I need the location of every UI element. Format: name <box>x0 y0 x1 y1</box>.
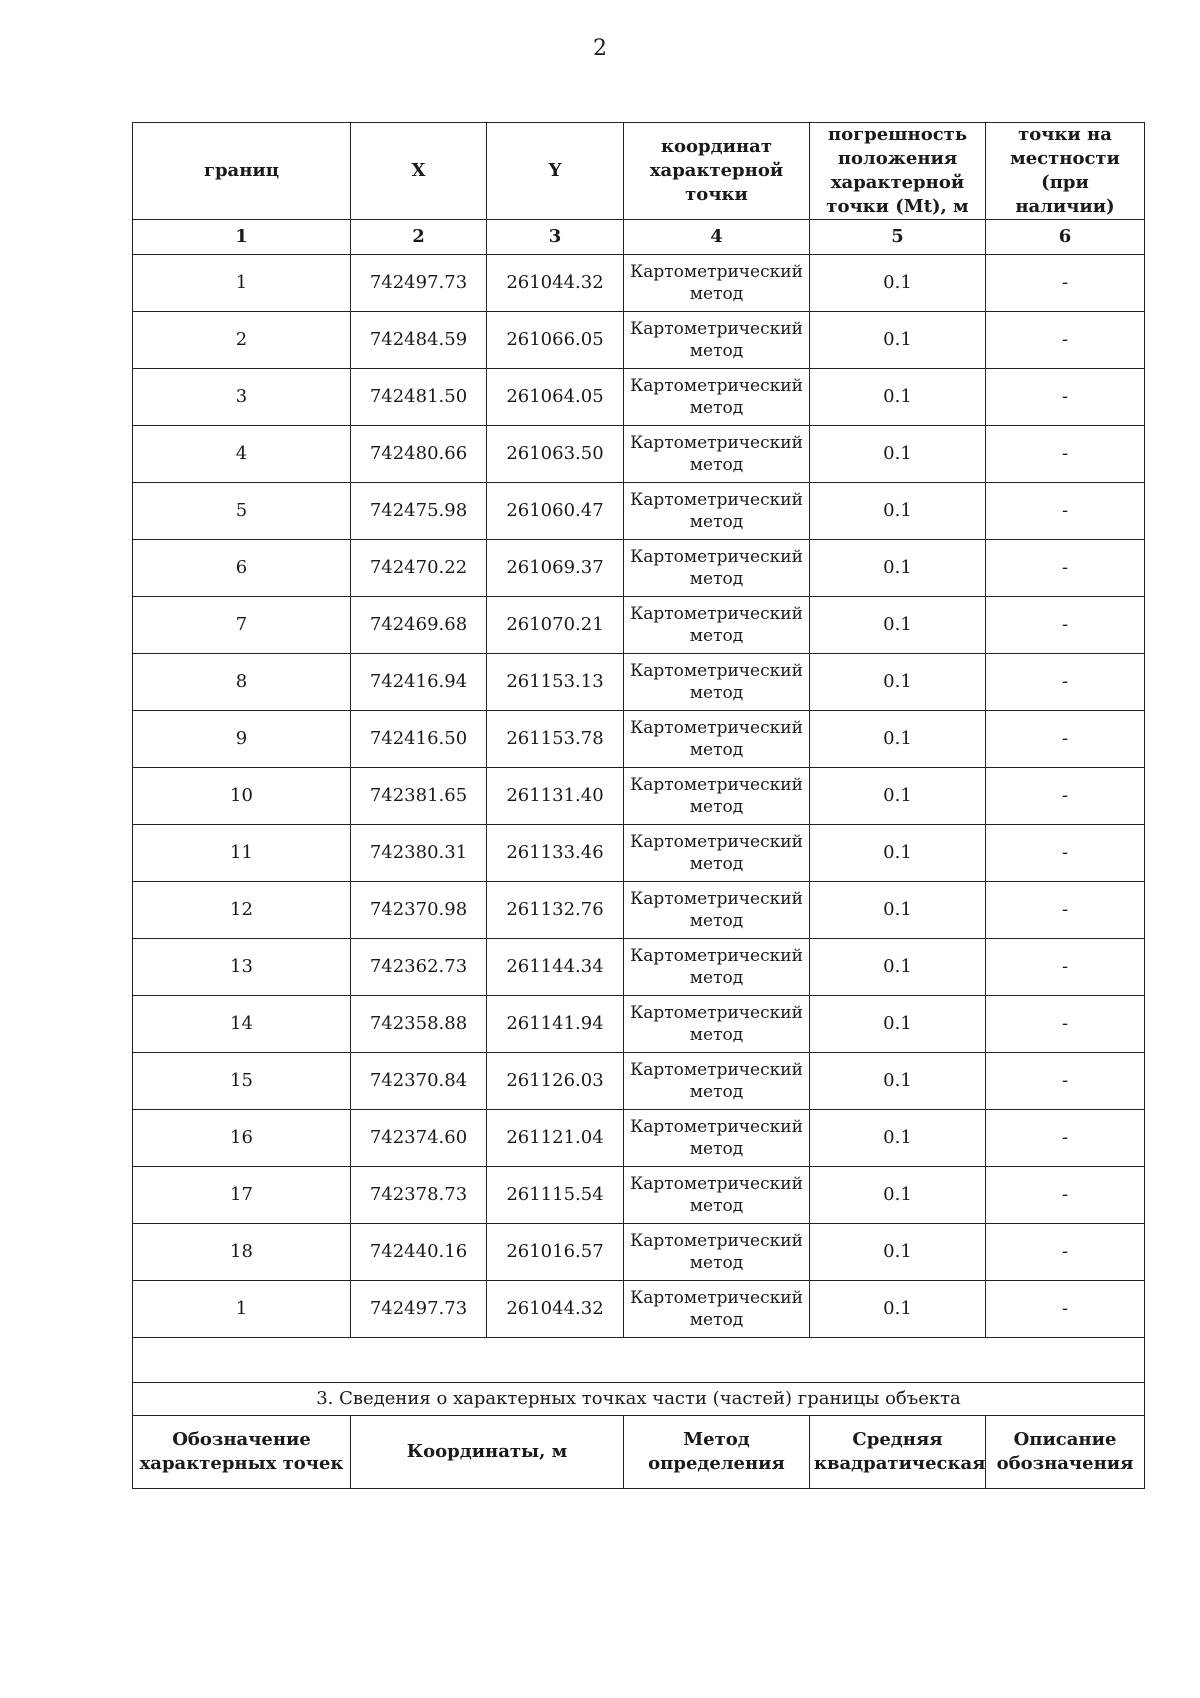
point-number-cell: 3 <box>133 369 351 426</box>
error-cell: 0.1 <box>810 882 986 939</box>
description-cell: - <box>986 654 1145 711</box>
method-cell: Картометрический метод <box>624 255 810 312</box>
error-cell: 0.1 <box>810 597 986 654</box>
section-header-description: Описание обозначения <box>986 1416 1145 1489</box>
table-row <box>133 483 1145 540</box>
description-cell: - <box>986 1167 1145 1224</box>
x-coordinate-cell: 742416.50 <box>351 711 487 768</box>
table-row <box>133 882 1145 939</box>
error-cell: 0.1 <box>810 312 986 369</box>
point-number-cell: 6 <box>133 540 351 597</box>
x-coordinate-cell: 742362.73 <box>351 939 487 996</box>
point-number-cell: 13 <box>133 939 351 996</box>
method-cell: Картометрический метод <box>624 1224 810 1281</box>
table-row <box>133 1281 1145 1338</box>
x-coordinate-cell: 742469.68 <box>351 597 487 654</box>
y-coordinate-cell: 261133.46 <box>487 825 624 882</box>
description-cell: - <box>986 369 1145 426</box>
description-cell: - <box>986 882 1145 939</box>
error-cell: 0.1 <box>810 1110 986 1167</box>
method-cell: Картометрический метод <box>624 939 810 996</box>
table-row <box>133 1053 1145 1110</box>
description-cell: - <box>986 1110 1145 1167</box>
description-cell: - <box>986 426 1145 483</box>
error-cell: 0.1 <box>810 255 986 312</box>
error-cell: 0.1 <box>810 654 986 711</box>
method-cell: Картометрический метод <box>624 882 810 939</box>
section-header-coordinates: Координаты, м <box>351 1416 624 1489</box>
description-cell: - <box>986 1281 1145 1338</box>
section-header-method: Метод определения <box>624 1416 810 1489</box>
point-number-cell: 9 <box>133 711 351 768</box>
point-number-cell: 4 <box>133 426 351 483</box>
error-cell: 0.1 <box>810 1053 986 1110</box>
section-header-designation: Обозначение характерных точек <box>133 1416 351 1489</box>
section-header-row <box>133 1416 1145 1489</box>
y-coordinate-cell: 261144.34 <box>487 939 624 996</box>
description-cell: - <box>986 1053 1145 1110</box>
x-coordinate-cell: 742497.73 <box>351 255 487 312</box>
column-number: 4 <box>624 220 810 255</box>
point-number-cell: 7 <box>133 597 351 654</box>
header-cell-x: X <box>351 123 487 220</box>
point-number-cell: 16 <box>133 1110 351 1167</box>
table-row <box>133 1110 1145 1167</box>
table-row <box>133 369 1145 426</box>
method-cell: Картометрический метод <box>624 1110 810 1167</box>
table-row <box>133 654 1145 711</box>
x-coordinate-cell: 742381.65 <box>351 768 487 825</box>
x-coordinate-cell: 742370.84 <box>351 1053 487 1110</box>
description-cell: - <box>986 540 1145 597</box>
table-row <box>133 711 1145 768</box>
description-cell: - <box>986 768 1145 825</box>
description-cell: - <box>986 312 1145 369</box>
error-cell: 0.1 <box>810 711 986 768</box>
table-row <box>133 597 1145 654</box>
method-cell: Картометрический метод <box>624 597 810 654</box>
method-cell: Картометрический метод <box>624 483 810 540</box>
method-cell: Картометрический метод <box>624 1053 810 1110</box>
description-cell: - <box>986 825 1145 882</box>
column-number: 1 <box>133 220 351 255</box>
y-coordinate-cell: 261070.21 <box>487 597 624 654</box>
error-cell: 0.1 <box>810 1281 986 1338</box>
y-coordinate-cell: 261115.54 <box>487 1167 624 1224</box>
x-coordinate-cell: 742416.94 <box>351 654 487 711</box>
error-cell: 0.1 <box>810 996 986 1053</box>
table-row <box>133 768 1145 825</box>
x-coordinate-cell: 742378.73 <box>351 1167 487 1224</box>
column-number: 2 <box>351 220 487 255</box>
error-cell: 0.1 <box>810 768 986 825</box>
y-coordinate-cell: 261066.05 <box>487 312 624 369</box>
description-cell: - <box>986 711 1145 768</box>
column-number-row <box>133 220 1145 255</box>
error-cell: 0.1 <box>810 825 986 882</box>
header-cell-description: точки на местности (при наличии) <box>986 123 1145 220</box>
x-coordinate-cell: 742370.98 <box>351 882 487 939</box>
point-number-cell: 17 <box>133 1167 351 1224</box>
description-cell: - <box>986 939 1145 996</box>
error-cell: 0.1 <box>810 1167 986 1224</box>
section-header-mean-square: Средняя квадратическая <box>810 1416 986 1489</box>
description-cell: - <box>986 996 1145 1053</box>
error-cell: 0.1 <box>810 369 986 426</box>
y-coordinate-cell: 261044.32 <box>487 255 624 312</box>
point-number-cell: 15 <box>133 1053 351 1110</box>
column-number: 3 <box>487 220 624 255</box>
page-number: 2 <box>593 36 607 61</box>
header-cell-error: погрешность положения характерной точки (Mt), м <box>810 123 986 220</box>
table-row <box>133 540 1145 597</box>
x-coordinate-cell: 742481.50 <box>351 369 487 426</box>
x-coordinate-cell: 742480.66 <box>351 426 487 483</box>
x-coordinate-cell: 742475.98 <box>351 483 487 540</box>
error-cell: 0.1 <box>810 426 986 483</box>
point-number-cell: 1 <box>133 1281 351 1338</box>
x-coordinate-cell: 742374.60 <box>351 1110 487 1167</box>
y-coordinate-cell: 261153.78 <box>487 711 624 768</box>
y-coordinate-cell: 261141.94 <box>487 996 624 1053</box>
method-cell: Картометрический метод <box>624 1167 810 1224</box>
error-cell: 0.1 <box>810 939 986 996</box>
description-cell: - <box>986 1224 1145 1281</box>
method-cell: Картометрический метод <box>624 654 810 711</box>
table-header-row <box>133 123 1145 220</box>
error-cell: 0.1 <box>810 1224 986 1281</box>
header-cell-method: координат характерной точки <box>624 123 810 220</box>
y-coordinate-cell: 261044.32 <box>487 1281 624 1338</box>
point-number-cell: 1 <box>133 255 351 312</box>
table-row <box>133 996 1145 1053</box>
y-coordinate-cell: 261131.40 <box>487 768 624 825</box>
y-coordinate-cell: 261153.13 <box>487 654 624 711</box>
x-coordinate-cell: 742380.31 <box>351 825 487 882</box>
table-row <box>133 939 1145 996</box>
y-coordinate-cell: 261132.76 <box>487 882 624 939</box>
x-coordinate-cell: 742358.88 <box>351 996 487 1053</box>
table-row <box>133 312 1145 369</box>
point-number-cell: 5 <box>133 483 351 540</box>
method-cell: Картометрический метод <box>624 1281 810 1338</box>
y-coordinate-cell: 261069.37 <box>487 540 624 597</box>
section-title-row <box>133 1383 1145 1416</box>
method-cell: Картометрический метод <box>624 711 810 768</box>
section-title: 3. Сведения о характерных точках части (частей) границы объекта <box>133 1383 1145 1416</box>
empty-row <box>133 1338 1145 1383</box>
header-cell-boundaries: границ <box>133 123 351 220</box>
method-cell: Картометрический метод <box>624 540 810 597</box>
table-row <box>133 426 1145 483</box>
description-cell: - <box>986 483 1145 540</box>
x-coordinate-cell: 742484.59 <box>351 312 487 369</box>
point-number-cell: 2 <box>133 312 351 369</box>
method-cell: Картометрический метод <box>624 426 810 483</box>
point-number-cell: 18 <box>133 1224 351 1281</box>
y-coordinate-cell: 261064.05 <box>487 369 624 426</box>
x-coordinate-cell: 742440.16 <box>351 1224 487 1281</box>
y-coordinate-cell: 261063.50 <box>487 426 624 483</box>
description-cell: - <box>986 255 1145 312</box>
method-cell: Картометрический метод <box>624 369 810 426</box>
error-cell: 0.1 <box>810 483 986 540</box>
method-cell: Картометрический метод <box>624 825 810 882</box>
boundary-points-table <box>132 122 1145 1489</box>
y-coordinate-cell: 261126.03 <box>487 1053 624 1110</box>
point-number-cell: 14 <box>133 996 351 1053</box>
method-cell: Картометрический метод <box>624 768 810 825</box>
empty-cell <box>133 1338 1145 1383</box>
description-cell: - <box>986 597 1145 654</box>
y-coordinate-cell: 261121.04 <box>487 1110 624 1167</box>
y-coordinate-cell: 261016.57 <box>487 1224 624 1281</box>
x-coordinate-cell: 742497.73 <box>351 1281 487 1338</box>
table-row <box>133 825 1145 882</box>
table-row <box>133 255 1145 312</box>
header-cell-y: Y <box>487 123 624 220</box>
table-row <box>133 1224 1145 1281</box>
column-number: 5 <box>810 220 986 255</box>
point-number-cell: 11 <box>133 825 351 882</box>
column-number: 6 <box>986 220 1145 255</box>
point-number-cell: 12 <box>133 882 351 939</box>
method-cell: Картометрический метод <box>624 996 810 1053</box>
table-row <box>133 1167 1145 1224</box>
point-number-cell: 10 <box>133 768 351 825</box>
y-coordinate-cell: 261060.47 <box>487 483 624 540</box>
x-coordinate-cell: 742470.22 <box>351 540 487 597</box>
error-cell: 0.1 <box>810 540 986 597</box>
method-cell: Картометрический метод <box>624 312 810 369</box>
point-number-cell: 8 <box>133 654 351 711</box>
